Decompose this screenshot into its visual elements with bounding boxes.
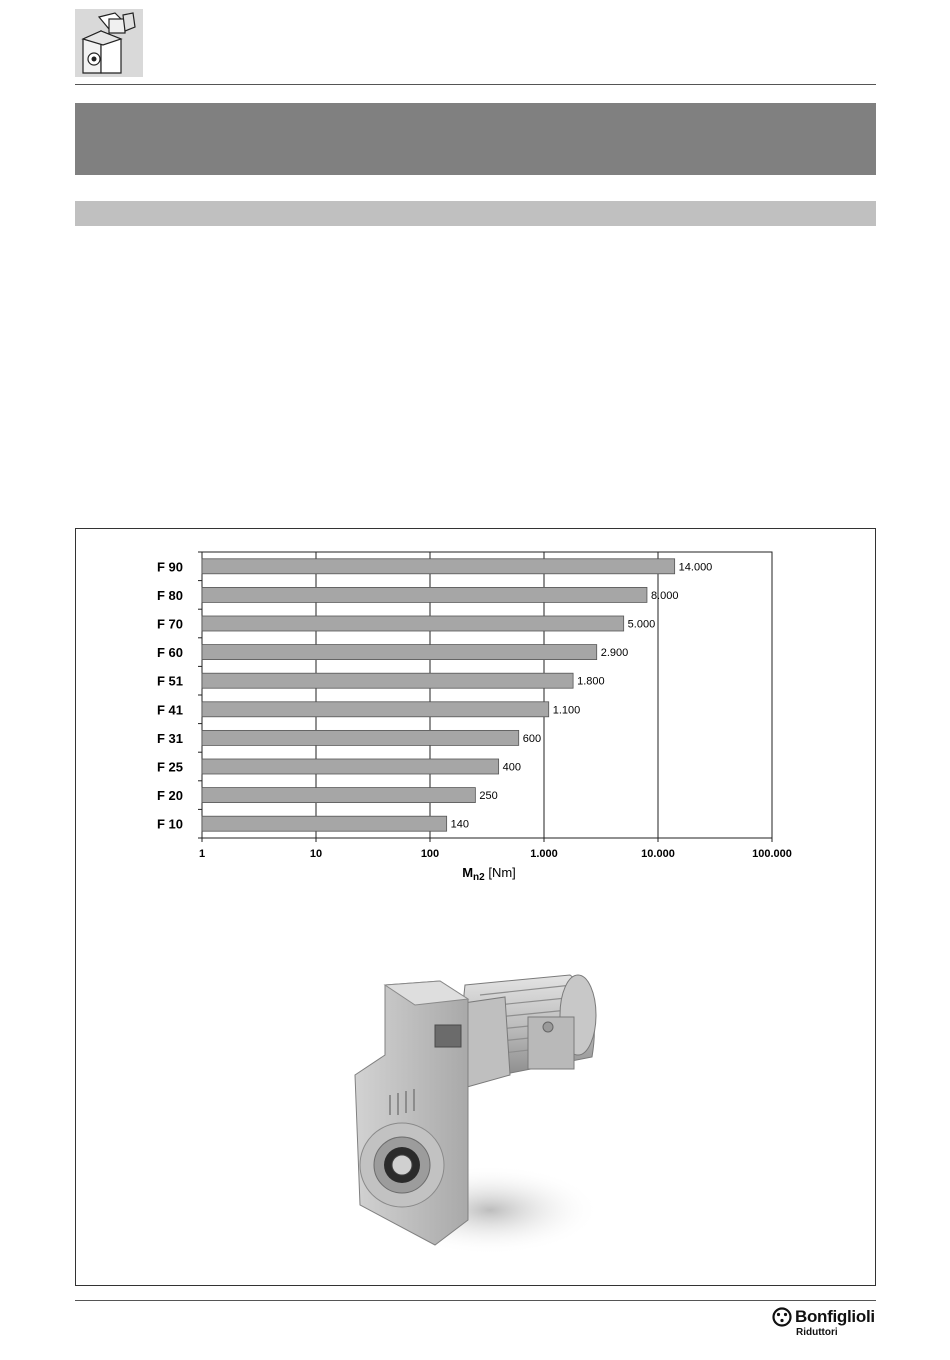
subtitle-banner — [75, 201, 876, 226]
bar — [202, 788, 475, 803]
bar — [202, 645, 597, 660]
value-label: 250 — [479, 790, 498, 803]
x-tick-label: 10.000 — [641, 848, 675, 860]
category-label: F 90 — [156, 559, 183, 575]
bar — [202, 559, 675, 574]
category-label: F 60 — [156, 645, 183, 661]
bar — [202, 730, 519, 745]
footer-rule — [75, 1300, 876, 1301]
x-tick-label: 10 — [309, 848, 323, 860]
category-label: F 80 — [156, 587, 183, 603]
x-tick-label: 100.000 — [752, 848, 792, 860]
value-label: 1.800 — [577, 675, 605, 688]
logo-name: Bonfiglioli — [795, 1307, 875, 1326]
header-rule — [75, 84, 876, 85]
bar — [202, 702, 549, 717]
x-axis-label: $M_{n2}$ [Nm] — [462, 865, 516, 883]
bar — [202, 759, 499, 774]
x-tick-label: 1 — [198, 848, 206, 860]
category-label: F 25 — [156, 759, 183, 775]
value-label: 1.100 — [552, 704, 581, 717]
value-label: 5.000 — [627, 618, 656, 631]
bar — [202, 673, 573, 688]
torque-bar-chart — [75, 528, 875, 888]
category-label: F 41 — [156, 702, 183, 718]
category-label: F 31 — [156, 730, 183, 746]
product-thumbnail-icon — [75, 9, 143, 77]
bar — [202, 816, 447, 831]
x-tick-label: 100 — [420, 848, 440, 860]
bar — [202, 616, 624, 631]
value-label: 14.000 — [678, 561, 713, 574]
x-tick-label: 1.000 — [530, 848, 558, 860]
bar — [202, 587, 647, 602]
bonfiglioli-logo-mark-icon — [772, 1307, 792, 1327]
value-label: 8.000 — [650, 589, 679, 602]
category-label: F 20 — [156, 788, 183, 804]
category-label: F 10 — [156, 816, 183, 832]
title-banner — [75, 103, 876, 175]
value-label: 400 — [502, 761, 521, 774]
value-label: 600 — [522, 732, 542, 745]
value-label: 2.900 — [600, 647, 629, 660]
bonfiglioli-logo — [772, 1307, 882, 1343]
category-label: F 51 — [156, 673, 183, 689]
value-label: 140 — [450, 818, 470, 831]
gearmotor-photo — [340, 965, 620, 1265]
category-label: F 70 — [156, 616, 183, 632]
logo-subtitle: Riduttori — [796, 1327, 838, 1338]
